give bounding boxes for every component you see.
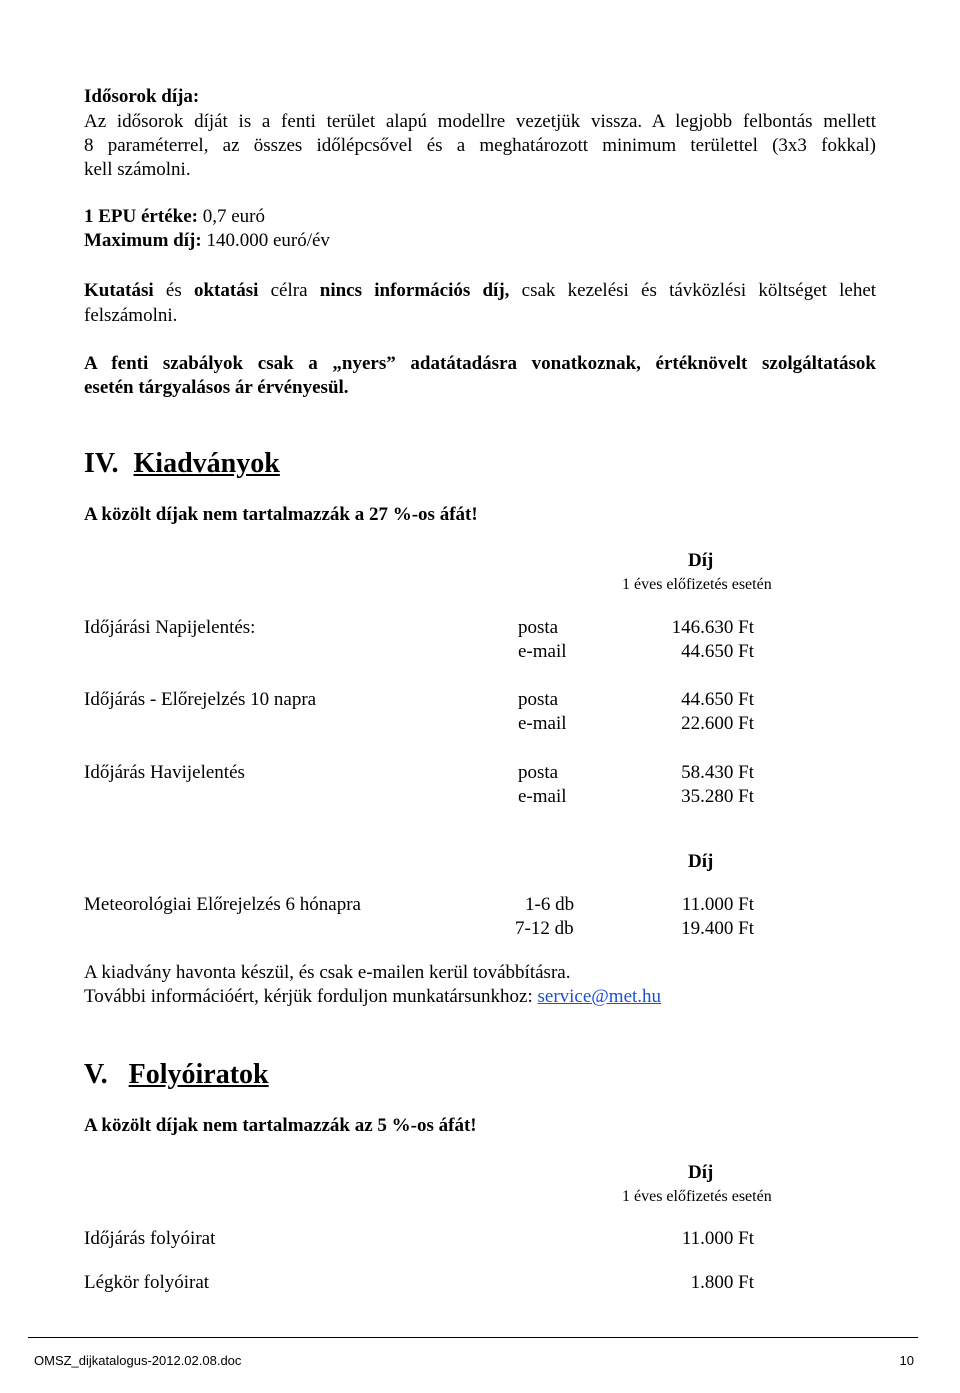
publication-note-1: A kiadvány havonta készül, és csak e-mailen kerül továbbításra. (84, 962, 571, 983)
max-fee-label: Maximum díj: (84, 230, 202, 251)
fee-header: Díj (688, 1162, 714, 1183)
periodical-name: Időjárás folyóirat (84, 1228, 216, 1249)
section-5-vat-note: A közölt díjak nem tartalmazzák az 5 %-os áfát! (84, 1115, 477, 1136)
delivery-channel: e-mail (518, 713, 567, 734)
page-footer (28, 1337, 918, 1383)
max-fee-value: 140.000 euró/év (206, 230, 330, 251)
delivery-channel: posta (518, 617, 559, 638)
periodical-name: Légkör folyóirat (84, 1272, 210, 1293)
research-text-line-2: felszámolni. (84, 305, 178, 326)
price: 11.000 Ft (681, 894, 754, 915)
publication-note-2: További információért, kérjük forduljon munkatársunkhoz: service@met.hu (84, 986, 662, 1007)
quantity: 7-12 db (515, 918, 574, 939)
section-4-title: Kiadványok (133, 448, 280, 479)
section-4-heading (84, 448, 280, 480)
delivery-channel: e-mail (518, 786, 567, 807)
price: 44.650 Ft (681, 641, 754, 662)
price: 22.600 Ft (681, 713, 754, 734)
rules-text-line-1: A fenti szabályok csak a „nyers” adatátadásra vonatkoznak, értéknövelt szolgáltatások (84, 353, 876, 374)
contact-email-link[interactable]: service@met.hu (537, 986, 662, 1007)
research-text-line-1: Kutatási és oktatási célra nincs információs díj, csak kezelési és távközlési költséget lehet (84, 280, 877, 301)
section-4-number: IV. (84, 448, 119, 479)
price: 11.000 Ft (681, 1228, 754, 1249)
epu-label: 1 EPU értéke: (84, 206, 198, 227)
delivery-channel: posta (518, 762, 559, 783)
delivery-channel: e-mail (518, 641, 567, 662)
fee-subheader: 1 éves előfizetés esetén (622, 576, 772, 593)
price: 44.650 Ft (681, 689, 754, 710)
section-5-number: V. (84, 1059, 108, 1090)
section-4-vat-note: A közölt díjak nem tartalmazzák a 27 %-os áfát! (84, 504, 478, 525)
epu-value-line (84, 206, 265, 228)
publication-name: Időjárási Napijelentés: (84, 617, 256, 638)
publication-name: Időjárás - Előrejelzés 10 napra (84, 689, 317, 710)
fee-header-2: Díj (688, 851, 714, 872)
price: 19.400 Ft (681, 918, 754, 939)
price: 58.430 Ft (681, 762, 754, 783)
fee-header: Díj (688, 550, 714, 571)
delivery-channel: posta (518, 689, 559, 710)
footer-filename: OMSZ_dijkatalogus-2012.02.08.doc (34, 1353, 242, 1368)
quantity: 1-6 db (525, 894, 575, 915)
publication-name: Meteorológiai Előrejelzés 6 hónapra (84, 894, 361, 915)
publication-name: Időjárás Havijelentés (84, 762, 245, 783)
price: 146.630 Ft (671, 617, 754, 638)
rules-text-line-2: esetén tárgyalásos ár érvényesül. (84, 377, 349, 398)
section-5-title: Folyóiratok (128, 1059, 269, 1090)
timeseries-fee-title: Idősorok díja: (84, 86, 200, 107)
max-fee-line (84, 230, 330, 252)
epu-value: 0,7 euró (202, 206, 265, 227)
price: 35.280 Ft (681, 786, 754, 807)
timeseries-text-line-1: Az idősorok díját is a fenti terület alapú modellre vezetjük vissza. A legjobb felbontás mellett (84, 111, 876, 132)
price: 1.800 Ft (690, 1272, 754, 1293)
section-5-heading (84, 1059, 269, 1091)
timeseries-text-line-3: kell számolni. (84, 159, 191, 180)
timeseries-text-line-2: 8 paraméterrel, az összes időlépcsővel és a meghatározott minimum területtel (3x3 fokkal) (84, 135, 876, 156)
footer-page-number: 10 (899, 1353, 914, 1368)
fee-subheader: 1 éves előfizetés esetén (622, 1188, 772, 1205)
